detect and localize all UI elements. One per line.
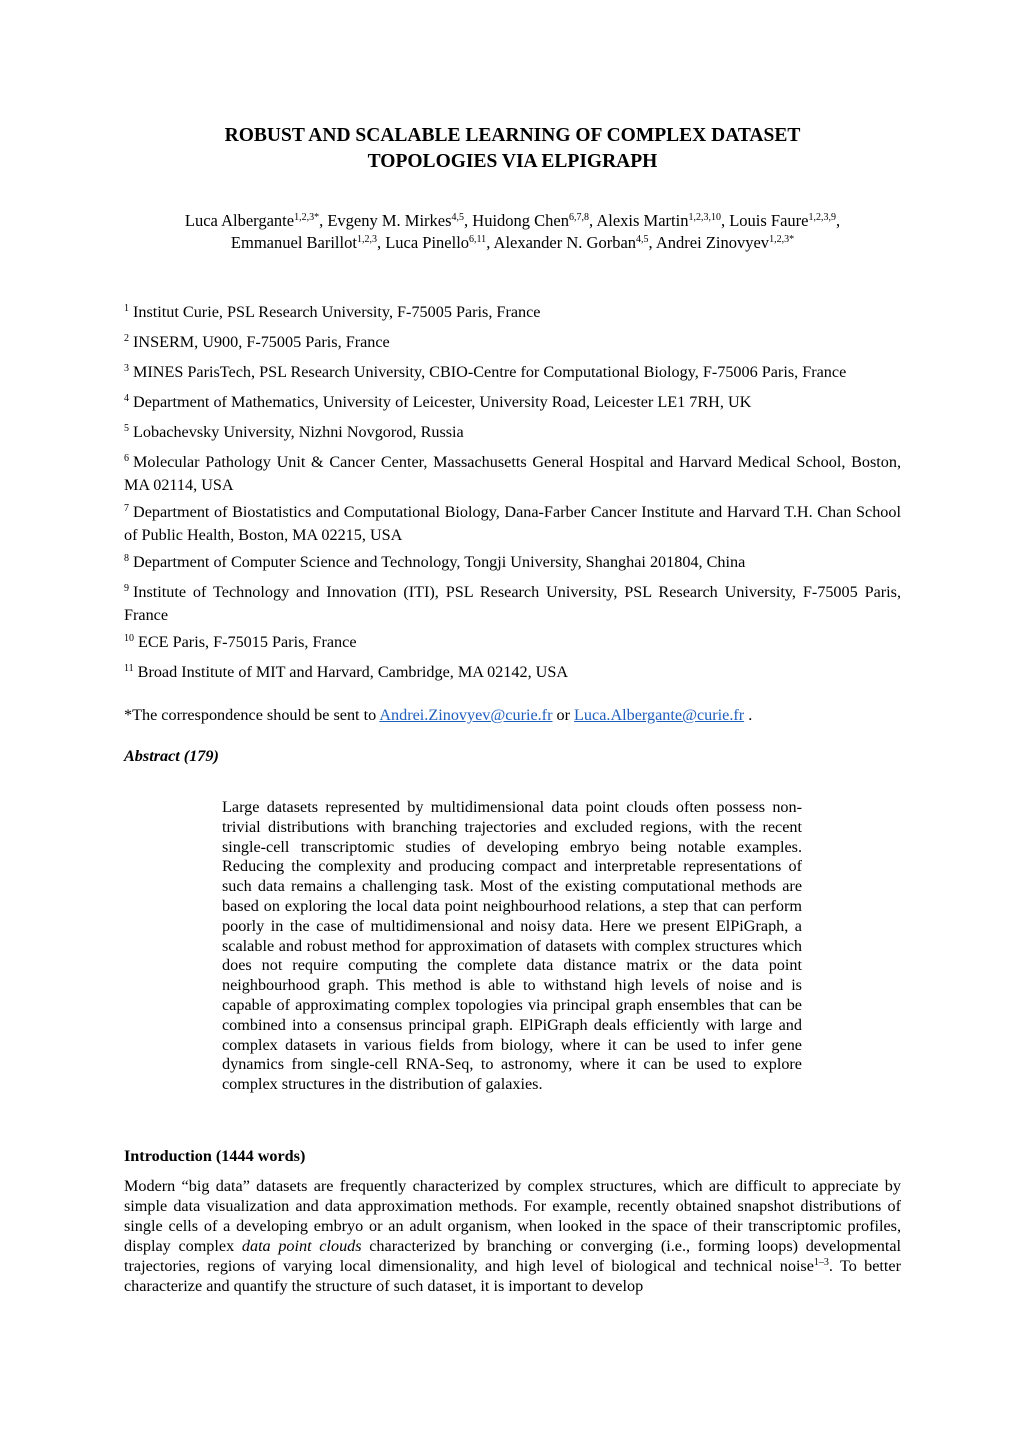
- affiliation-number: 3: [124, 363, 129, 374]
- abstract-heading: Abstract (179): [124, 747, 219, 765]
- separator: ,: [589, 211, 597, 230]
- paper-title: [124, 123, 901, 175]
- author-line-2: [124, 232, 901, 254]
- affiliation-9: [124, 582, 901, 625]
- affiliation-5: [124, 422, 901, 445]
- affiliation-number: 1: [124, 303, 129, 314]
- author-affil-sup: 1,2,3,10: [688, 212, 721, 223]
- affiliation-number: 9: [124, 583, 129, 594]
- separator: ,: [319, 211, 328, 230]
- separator: ,: [720, 211, 730, 230]
- author-affil-sup: 1,2,3,9: [808, 212, 836, 223]
- affiliation-number: 8: [124, 553, 129, 564]
- separator: ,: [648, 233, 656, 252]
- title-line-1: ROBUST AND SCALABLE LEARNING OF COMPLEX DATASET: [224, 125, 801, 146]
- correspondence-prefix: *The correspondence should be sent to: [124, 706, 380, 724]
- author-name: Louis Faure: [729, 211, 809, 230]
- affiliation-number: 4: [124, 393, 129, 404]
- author-affil-sup: 4,5: [636, 234, 649, 245]
- introduction-heading: Introduction (1444 words): [124, 1147, 306, 1165]
- affiliation-3: [124, 362, 901, 385]
- affiliation-number: 7: [124, 503, 129, 514]
- separator: ,: [376, 233, 386, 252]
- abstract-body: Large datasets represented by multidimensional data point clouds often possess non-trivial distributions with branching trajectories and excluded regions, with the recent single-cell transcriptomic studies of developing embryo being notable examples. Reducing the complexity and producing compact and interpretable representations of such data remains a challenging task. Most of the existing computational methods are based on exploring the local data point neighbourhood relations, a step that can perform poorly in the case of multidimensional and noisy data. Here we present ElPiGraph, a scalable and robust method for approximation of datasets with complex structures which does not require computing the complete data distance matrix or the data point neighbourhood graph. This method is able to withstand high levels of noise and is capable of approximating complex topologies via principal graph ensembles that can be combined into a consensus principal graph. ElPiGraph deals efficiently with large and complex datasets in various fields from biology, where it can be used to infer gene dynamics from single-cell RNA-Seq, to astronomy, where it can be used to explore complex structures in the distribution of galaxies.: [222, 798, 802, 1094]
- affiliation-text: Institut Curie, PSL Research University, F-75005 Paris, France: [133, 303, 541, 321]
- affiliation-text: Department of Mathematics, University of Leicester, University Road, Leicester LE1 7RH, UK: [133, 393, 752, 411]
- affiliation-text: INSERM, U900, F-75005 Paris, France: [133, 333, 390, 351]
- author-name: Emmanuel Barillot: [230, 233, 357, 252]
- affiliation-11: [124, 662, 901, 685]
- correspondence-middle: or: [552, 706, 575, 724]
- separator: ,: [464, 211, 473, 230]
- affiliation-number: 6: [124, 453, 129, 464]
- affiliation-1: [124, 302, 901, 325]
- introduction-body: [124, 1177, 901, 1296]
- affiliation-number: 5: [124, 423, 129, 434]
- affiliation-text: Department of Computer Science and Technology, Tongji University, Shanghai 201804, China: [133, 553, 746, 571]
- author-affil-sup: 4,5: [451, 212, 465, 223]
- email-link-albergante[interactable]: Luca.Albergante@curie.fr: [574, 706, 745, 724]
- intro-italic-term: data point clouds: [241, 1236, 362, 1255]
- affiliation-text: MINES ParisTech, PSL Research University, CBIO-Centre for Computational Biology, F-75006 Paris, France: [133, 363, 847, 381]
- email-link-zinovyev[interactable]: Andrei.Zinovyev@curie.fr: [379, 706, 553, 724]
- author-line-1: [124, 210, 901, 232]
- affiliation-8: [124, 552, 901, 575]
- correspondence-note: [124, 705, 901, 725]
- correspondence-suffix: .: [744, 706, 753, 724]
- affiliation-number: 10: [124, 633, 134, 644]
- author-name: Alexander N. Gorban: [493, 233, 637, 252]
- intro-text-1: Modern “big data” datasets are frequently characterized by complex structures, which are difficult to appreciate by simple data visualization and data approximation methods. For example, recently obtained snapshot distributions of single cells of a developing embryo or an adult organism, when looked in the space of their transcriptomic profiles, display complex: [124, 1177, 901, 1255]
- intro-text-2: characterized by branching or converging (i.e., forming loops) developmental trajectories, regions of varying local dimensionality, and high level of biological and technical noise: [124, 1236, 902, 1275]
- intro-text-3: . To better characterize and quantify the structure of such dataset, it is important to develop: [124, 1256, 901, 1295]
- affiliation-4: [124, 392, 901, 415]
- author-name: Huidong Chen: [472, 211, 569, 230]
- affiliation-text: Department of Biostatistics and Computational Biology, Dana-Farber Cancer Institute and Harvard T.H. Chan School of Public Health, Boston, MA 02215, USA: [124, 503, 901, 544]
- title-line-2: TOPOLOGIES VIA ELPIGRAPH: [367, 151, 658, 172]
- affiliation-text: Lobachevsky University, Nizhni Novgorod, Russia: [133, 423, 464, 441]
- affiliation-text: ECE Paris, F-75015 Paris, France: [138, 633, 357, 651]
- affiliation-text: Institute of Technology and Innovation (ITI), PSL Research University, PSL Research University, F-75005 Paris, France: [124, 583, 901, 624]
- separator: ,: [486, 233, 494, 252]
- affiliation-2: [124, 332, 901, 355]
- affiliation-number: 2: [124, 333, 129, 344]
- author-affil-sup: 1,2,3: [356, 234, 377, 245]
- affiliation-6: [124, 452, 901, 495]
- author-affil-sup: 1,2,3*: [769, 234, 795, 245]
- affiliation-text: Molecular Pathology Unit & Cancer Center, Massachusetts General Hospital and Harvard Medical School, Boston, MA 02114, USA: [124, 453, 901, 494]
- intro-citation: 1–3: [813, 1256, 829, 1268]
- author-affil-sup: 6,11: [469, 234, 487, 245]
- author-name: Andrei Zinovyev: [655, 233, 770, 252]
- author-affil-sup: 1,2,3*: [294, 212, 320, 223]
- author-list: [124, 210, 901, 254]
- author-name: Luca Albergante: [184, 211, 295, 230]
- affiliation-7: [124, 502, 901, 545]
- affiliation-text: Broad Institute of MIT and Harvard, Cambridge, MA 02142, USA: [137, 663, 569, 681]
- separator: ,: [836, 211, 841, 230]
- author-name: Evgeny M. Mirkes: [327, 211, 452, 230]
- author-affil-sup: 6,7,8: [569, 212, 589, 223]
- author-name: Luca Pinello: [385, 233, 470, 252]
- affiliation-10: [124, 632, 901, 655]
- affiliation-number: 11: [124, 663, 134, 674]
- author-name: Alexis Martin: [596, 211, 689, 230]
